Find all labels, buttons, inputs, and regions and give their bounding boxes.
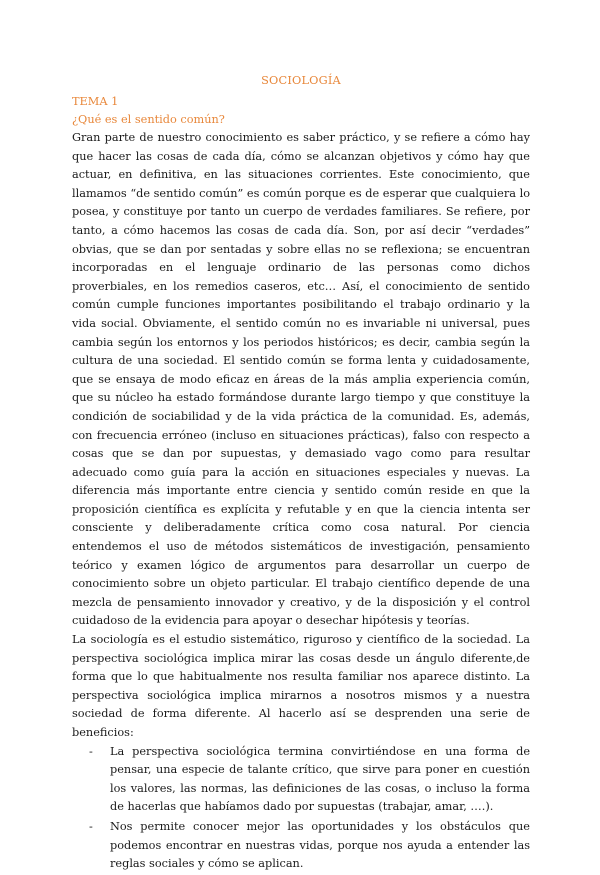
paragraph-sociologia: La sociología es el estudio sistemático, riguroso y científico de la sociedad. La perspectiva sociológica implica mirar las cosas desde un ángulo diferente,de forma que lo que habitualmente nos resulta familiar nos aparece distinto. La perspectiva sociológica implica mirarnos a nosotros mismos y a nuestra sociedad de forma diferente. Al hacerlo así se desprenden una serie de beneficios: bbox=[72, 633, 530, 739]
list-item bbox=[72, 818, 530, 874]
benefits-list bbox=[72, 743, 530, 874]
section-heading: TEMA 1 bbox=[72, 95, 119, 108]
list-item bbox=[72, 743, 530, 817]
paragraph-sentido-comun: Gran parte de nuestro conocimiento es saber práctico, y se refiere a cómo hay que hacer las cosas de cada día, cómo se alcanzan objetivos y cómo hay que actuar, en definitiva, en las situaciones corrientes. Este conocimiento, que llamamos “de sentido común” es común porque es de esperar que cualquiera lo posea, y constituye por tanto un cuerpo de verdades familiares. Se refiere, por tanto, a cómo hacemos las cosas de cada día. Son, por así decir “verdades” obvias, que se dan por sentadas y sobre ellas no se reflexiona; se encuentran incorporadas en el lenguaje ordinario de las personas como dichos proverbiales, en los remedios caseros, etc… Así, el conocimiento de sentido común cumple funciones importantes posibilitando el trabajo ordinario y la vida social. Obviamente, el sentido común no es invariable ni universal, pues cambia según los entornos y los periodos históricos; es decir, cambia según la cultura de una sociedad. El sentido común se forma lenta y cuidadosamente, que se ensaya de modo eficaz en áreas de la más amplia experiencia común, que su núcleo ha estado formándose durante largo tiempo y que constituye la condición de sociabilidad y de la vida práctica de la comunidad. Es, además, con frecuencia erróneo (incluso en situaciones prácticas), falso con respecto a cosas que se dan por supuestas, y demasiado vago como para resultar adecuado como guía para la acción en situaciones especiales y nuevas. La diferencia más importante entre ciencia y sentido común reside en que la proposición científica es explícita y refutable y en que la ciencia intenta ser consciente y deliberadamente crítica como cosa natural. Por ciencia entendemos el uso de métodos sistemáticos de investigación, pensamiento teórico y examen lógico de argumentos para desarrollar un cuerpo de conocimiento sobre un objeto particular. El trabajo científico depende de una mezcla de pensamiento innovador y creativo, y de la disposición y el control cuidadoso de la evidencia para apoyar o desechar hipótesis y teorías. bbox=[72, 131, 530, 628]
bullet-dash: - bbox=[89, 744, 93, 758]
list-item-text: Nos permite conocer mejor las oportunidades y los obstáculos que podemos encontrar en nuestras vidas, porque nos ayuda a entender las reglas sociales y cómo se aplican. bbox=[110, 819, 530, 871]
section-subtitle: ¿Qué es el sentido común? bbox=[72, 113, 225, 126]
document-title: SOCIOLOGÍA bbox=[261, 74, 341, 87]
bullet-dash: - bbox=[89, 819, 93, 833]
list-item-text: La perspectiva sociológica termina convirtiéndose en una forma de pensar, una especie de talante crítico, que sirve para poner en cuestión los valores, las normas, las definiciones de las cosas, o incluso la forma de hacerlas que habíamos dado por supuestas (trabajar, amar, ….). bbox=[110, 744, 530, 814]
document-body bbox=[72, 71, 530, 875]
